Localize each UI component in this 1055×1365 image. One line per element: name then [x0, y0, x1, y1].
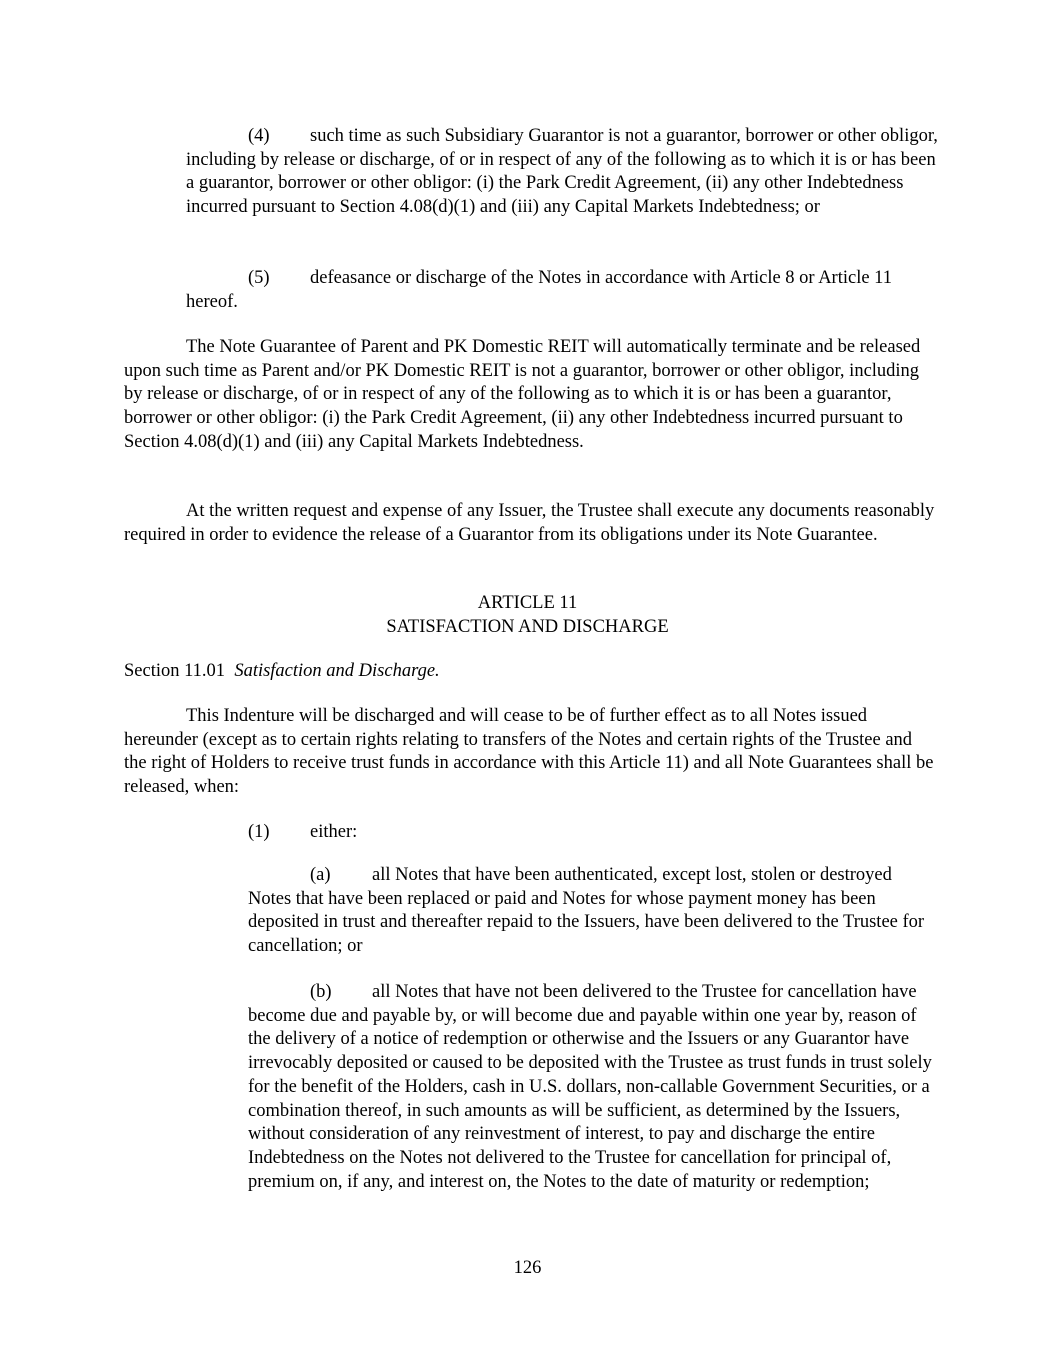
- paragraph-parent-guarantee: The Note Guarantee of Parent and PK Domestic REIT will automatically terminate and be released upon such time as Parent and/or PK Domestic REIT is not a guarantor, borrower or other obligor, including by release or discharge, of or in respect of any of the following as to which it is or has been a guarantor, borrower or other obligor: (i) the Park Credit Agreement, (ii) any other Indebtedness incurred pursuant to Section 4.08(d)(1) and (iii) any Capital Markets Indebtedness.: [124, 337, 921, 452]
- section-heading: [124, 660, 939, 684]
- list-item-label: (4): [248, 126, 270, 146]
- article-title: SATISFACTION AND DISCHARGE: [386, 617, 669, 637]
- section-title: Satisfaction and Discharge.: [234, 661, 440, 681]
- list-item-a: [248, 864, 938, 959]
- list-item-label: (b): [310, 982, 332, 1002]
- list-item-4: [186, 125, 946, 220]
- list-item-5: [186, 267, 946, 314]
- paragraph-written-request: At the written request and expense of any Issuer, the Trustee shall execute any documents reasonably required in order to evidence the release of a Guarantor from its obligations under its Note Guarantee.: [124, 501, 935, 545]
- list-item-text: all Notes that have not been delivered to the Trustee for cancellation have become due and payable by, or will become due and payable within one year by, reason of the delivery of a notice of redemption or otherwise and the Issuers or any Guarantor have irrevocably deposited or caused to be deposited with the Trustee as trust funds in trust solely for the benefit of the Holders, cash in U.S. dollars, non-callable Government Securities, or a combination thereof, in such amounts as will be sufficient, as determined by the Issuers, without consideration of any reinvestment of interest, to pay and discharge the entire Indebtedness on the Notes not delivered to the Trustee for cancellation for principal of, premium on, if any, and interest on, the Notes to the date of maturity or redemption;: [248, 982, 932, 1192]
- list-item-label: (a): [310, 865, 331, 885]
- list-item-text: such time as such Subsidiary Guarantor is not a guarantor, borrower or other obligor, including by release or discharge, of or in respect of any of the following as to which it is or has been a guarantor, borrower or other obligor: (i) the Park Credit Agreement, (ii) any other Indebtedness incurred pursuant to Section 4.08(d)(1) and (iii) any Capital Markets Indebtedness; or: [186, 126, 938, 218]
- paragraph-indenture-discharge: This Indenture will be discharged and will cease to be of further effect as to all Notes issued hereunder (except as to certain rights relating to transfers of the Notes and certain rights of the Trustee and the right of Holders to receive trust funds in accordance with this Article 11) and all Note Guarantees shall be released, when:: [124, 706, 934, 798]
- list-item-label: (5): [248, 268, 270, 288]
- list-item-1: [248, 821, 938, 845]
- article-number: ARTICLE 11: [477, 593, 578, 613]
- list-item-text: either:: [310, 822, 358, 842]
- list-item-text: defeasance or discharge of the Notes in accordance with Article 8 or Article 11 hereof.: [186, 268, 893, 312]
- list-item-text: all Notes that have been authenticated, except lost, stolen or destroyed Notes that have been replaced or paid and Notes for whose payment money has been deposited in trust and thereafter repaid to the Issuers, have been delivered to the Trustee for cancellation; or: [248, 865, 925, 957]
- list-item-b: [248, 981, 938, 1194]
- list-item-label: (1): [248, 822, 270, 842]
- section-number: Section 11.01: [124, 661, 226, 681]
- page-number: 126: [513, 1258, 542, 1278]
